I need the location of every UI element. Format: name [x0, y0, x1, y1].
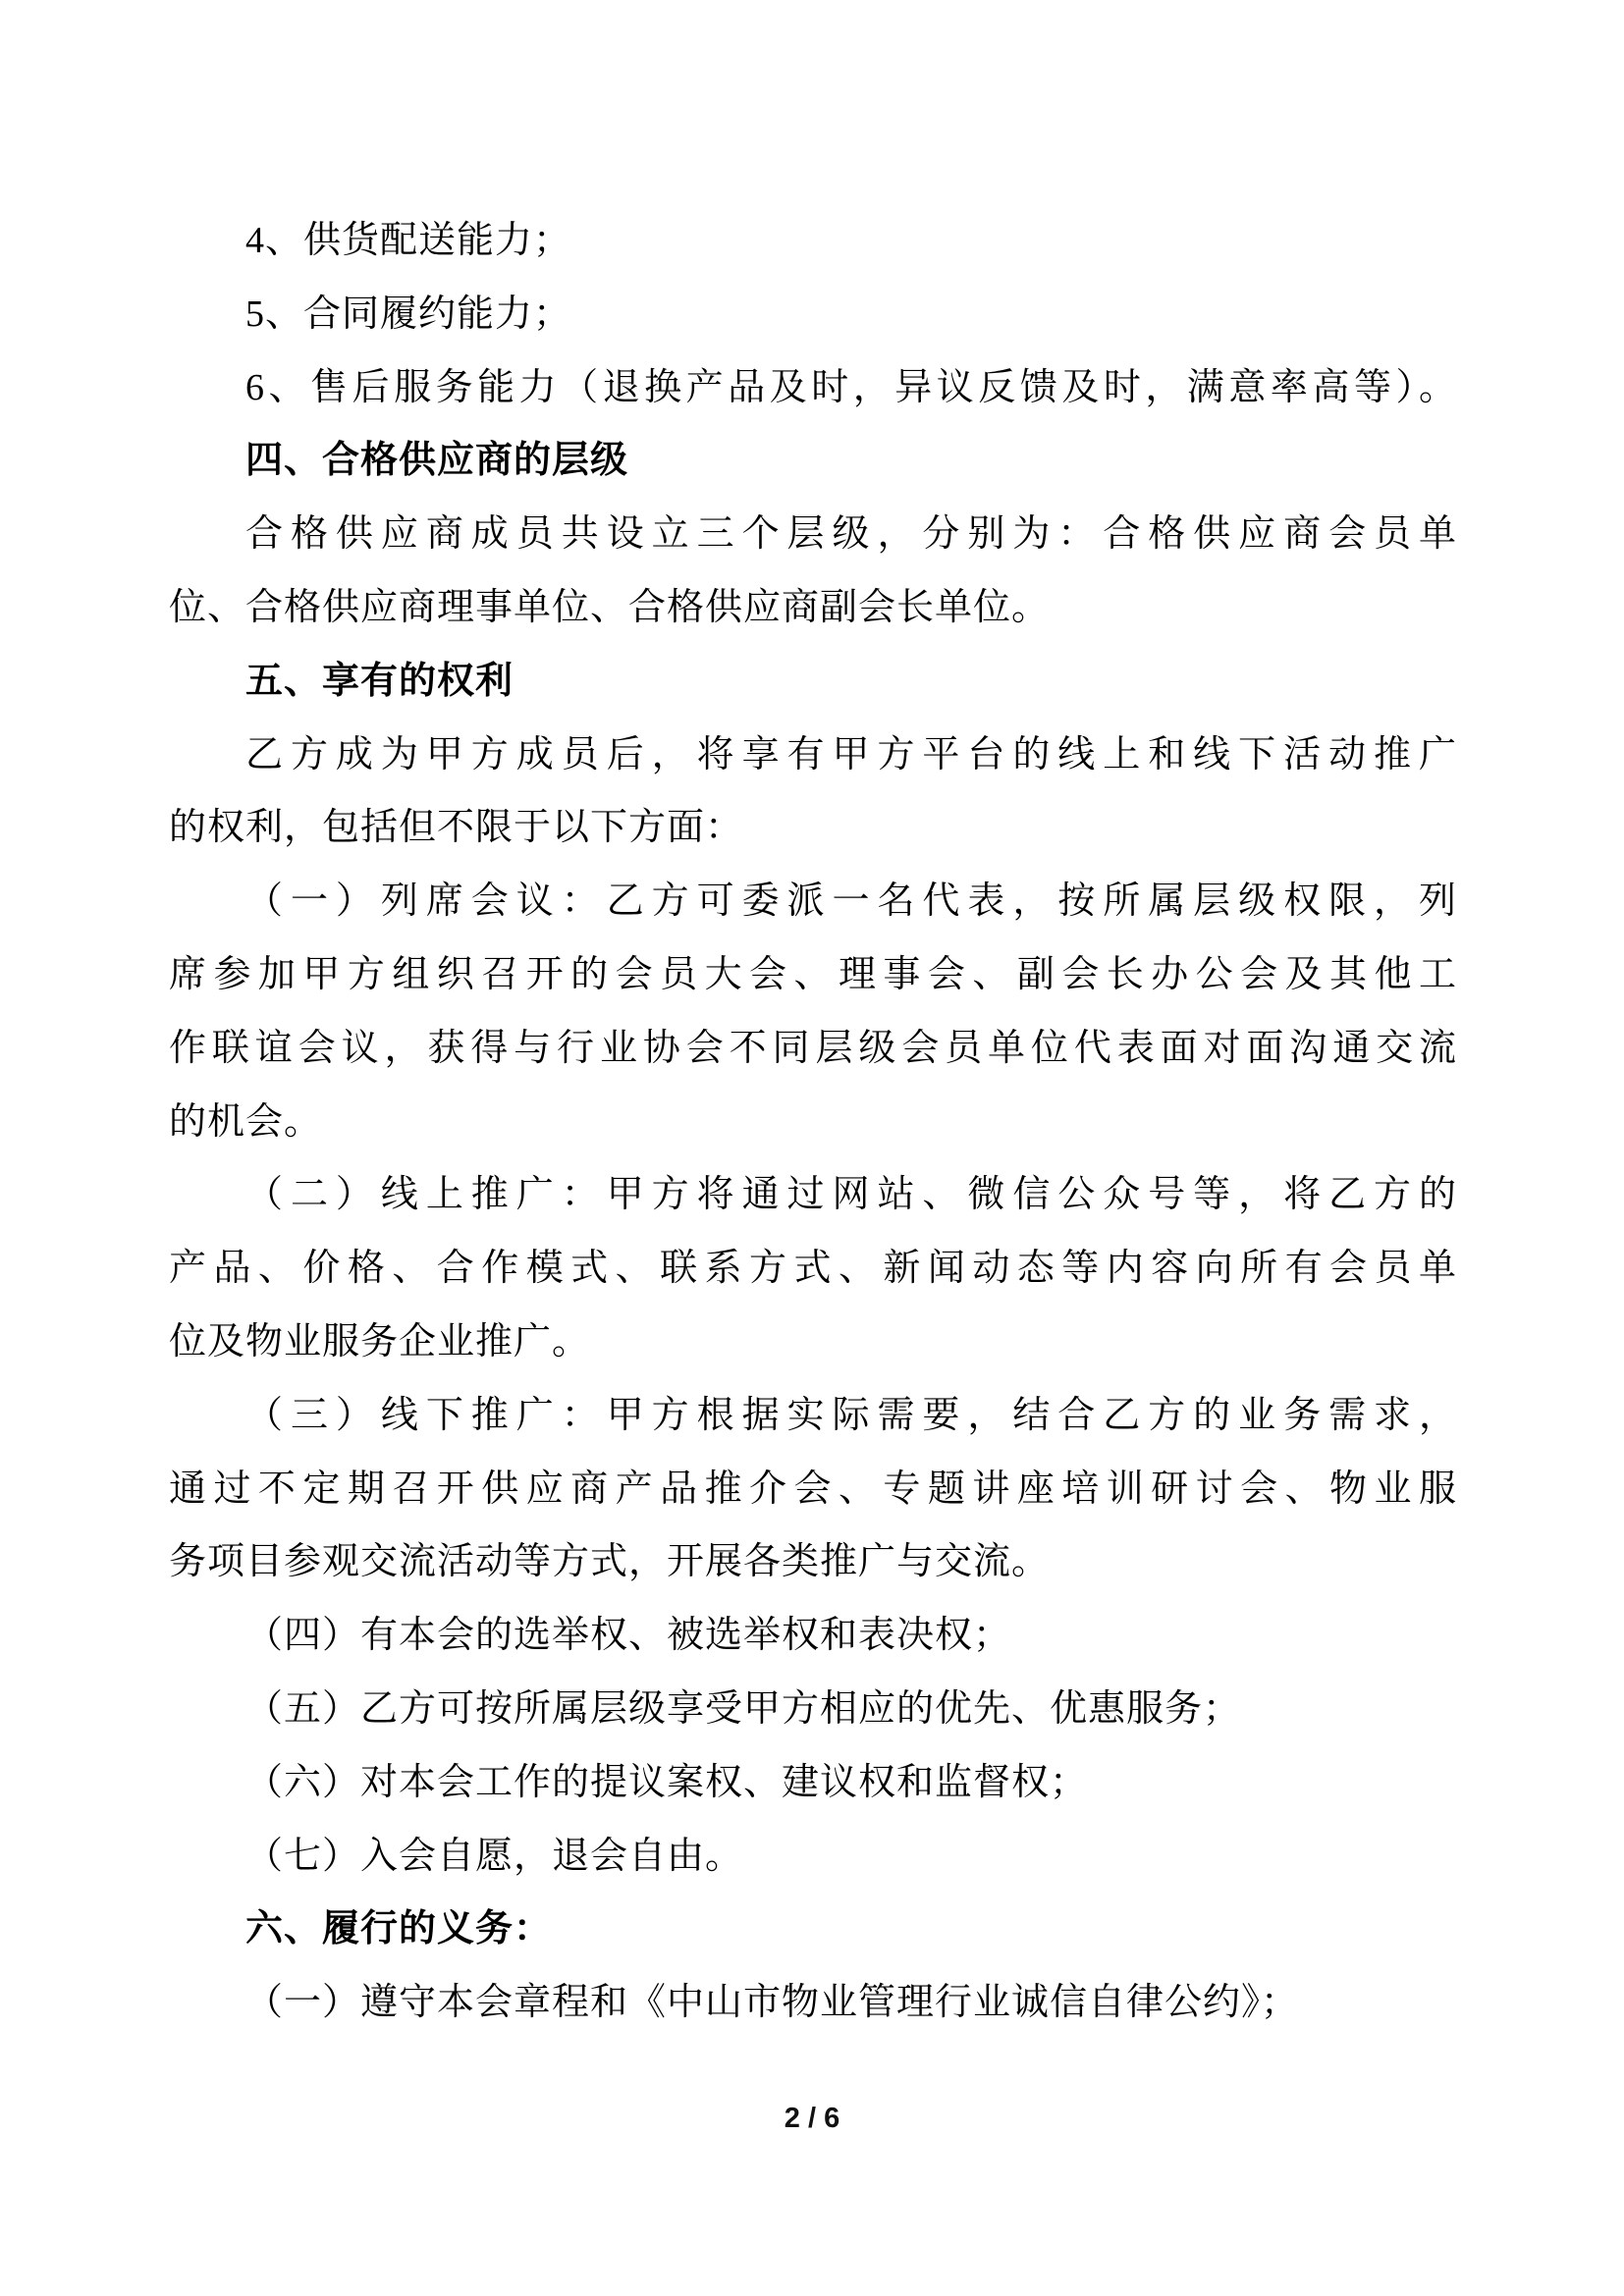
list-item-4: 4、供货配送能力；	[245, 220, 572, 261]
clause-line-3-cont: 通过不定期召开供应商产品推介会、专题讲座培训研讨会、物业服	[169, 1468, 1457, 1510]
paragraph-line: 合格供应商成员共设立三个层级，分别为：合格供应商会员单	[245, 513, 1457, 556]
clause-line-2-cont: 产品、价格、合作模式、联系方式、新闻动态等内容向所有会员单	[169, 1248, 1457, 1290]
paragraph-line: 位、合格供应商理事单位、合格供应商副会长单位。	[169, 586, 1051, 628]
clause-line-1-cont: 席参加甲方组织召开的会员大会、理事会、副会长办公会及其他工	[169, 953, 1457, 995]
obligation-clause-1: （一）遵守本会章程和《中山市物业管理行业诚信自律公约》；	[245, 1982, 1300, 2024]
clause-line-2-cont: 位及物业服务企业推广。	[169, 1320, 591, 1362]
list-item-5: 5、合同履约能力；	[245, 293, 572, 335]
clause-line-3-cont: 务项目参观交流活动等方式，开展各类推广与交流。	[169, 1541, 1051, 1583]
paragraph-line: 的权利，包括但不限于以下方面：	[169, 807, 744, 849]
clause-line-4: （四）有本会的选举权、被选举权和表决权；	[245, 1615, 1012, 1657]
clause-line-5: （五）乙方可按所属层级享受甲方相应的优先、优惠服务；	[245, 1687, 1242, 1730]
clause-line-1-cont: 作联谊会议，获得与行业协会不同层级会员单位代表面对面沟通交流	[169, 1027, 1457, 1069]
clause-line-6: （六）对本会工作的提议案权、建议权和监督权；	[245, 1761, 1089, 1803]
page-number: 2 / 6	[784, 2103, 840, 2134]
section-heading-5: 五、享有的权利	[245, 660, 514, 702]
clause-line-3: （三）线下推广：甲方根据实际需要，结合乙方的业务需求，	[245, 1394, 1457, 1436]
clause-line-1: （一）列席会议：乙方可委派一名代表，按所属层级权限，列	[245, 881, 1457, 923]
section-heading-6: 六、履行的义务：	[245, 1908, 553, 1950]
document-body	[169, 204, 1457, 2040]
paragraph-line: 乙方成为甲方成员后，将享有甲方平台的线上和线下活动推广	[245, 733, 1457, 775]
section-heading-4: 四、合格供应商的层级	[245, 440, 629, 482]
list-item-6: 6、售后服务能力（退换产品及时，异议反馈及时，满意率高等）。	[245, 366, 1457, 408]
clause-line-1-cont: 的机会。	[169, 1100, 323, 1143]
clause-line-2: （二）线上推广：甲方将通过网站、微信公众号等，将乙方的	[245, 1174, 1457, 1216]
clause-line-7: （七）入会自愿，退会自由。	[245, 1835, 744, 1877]
